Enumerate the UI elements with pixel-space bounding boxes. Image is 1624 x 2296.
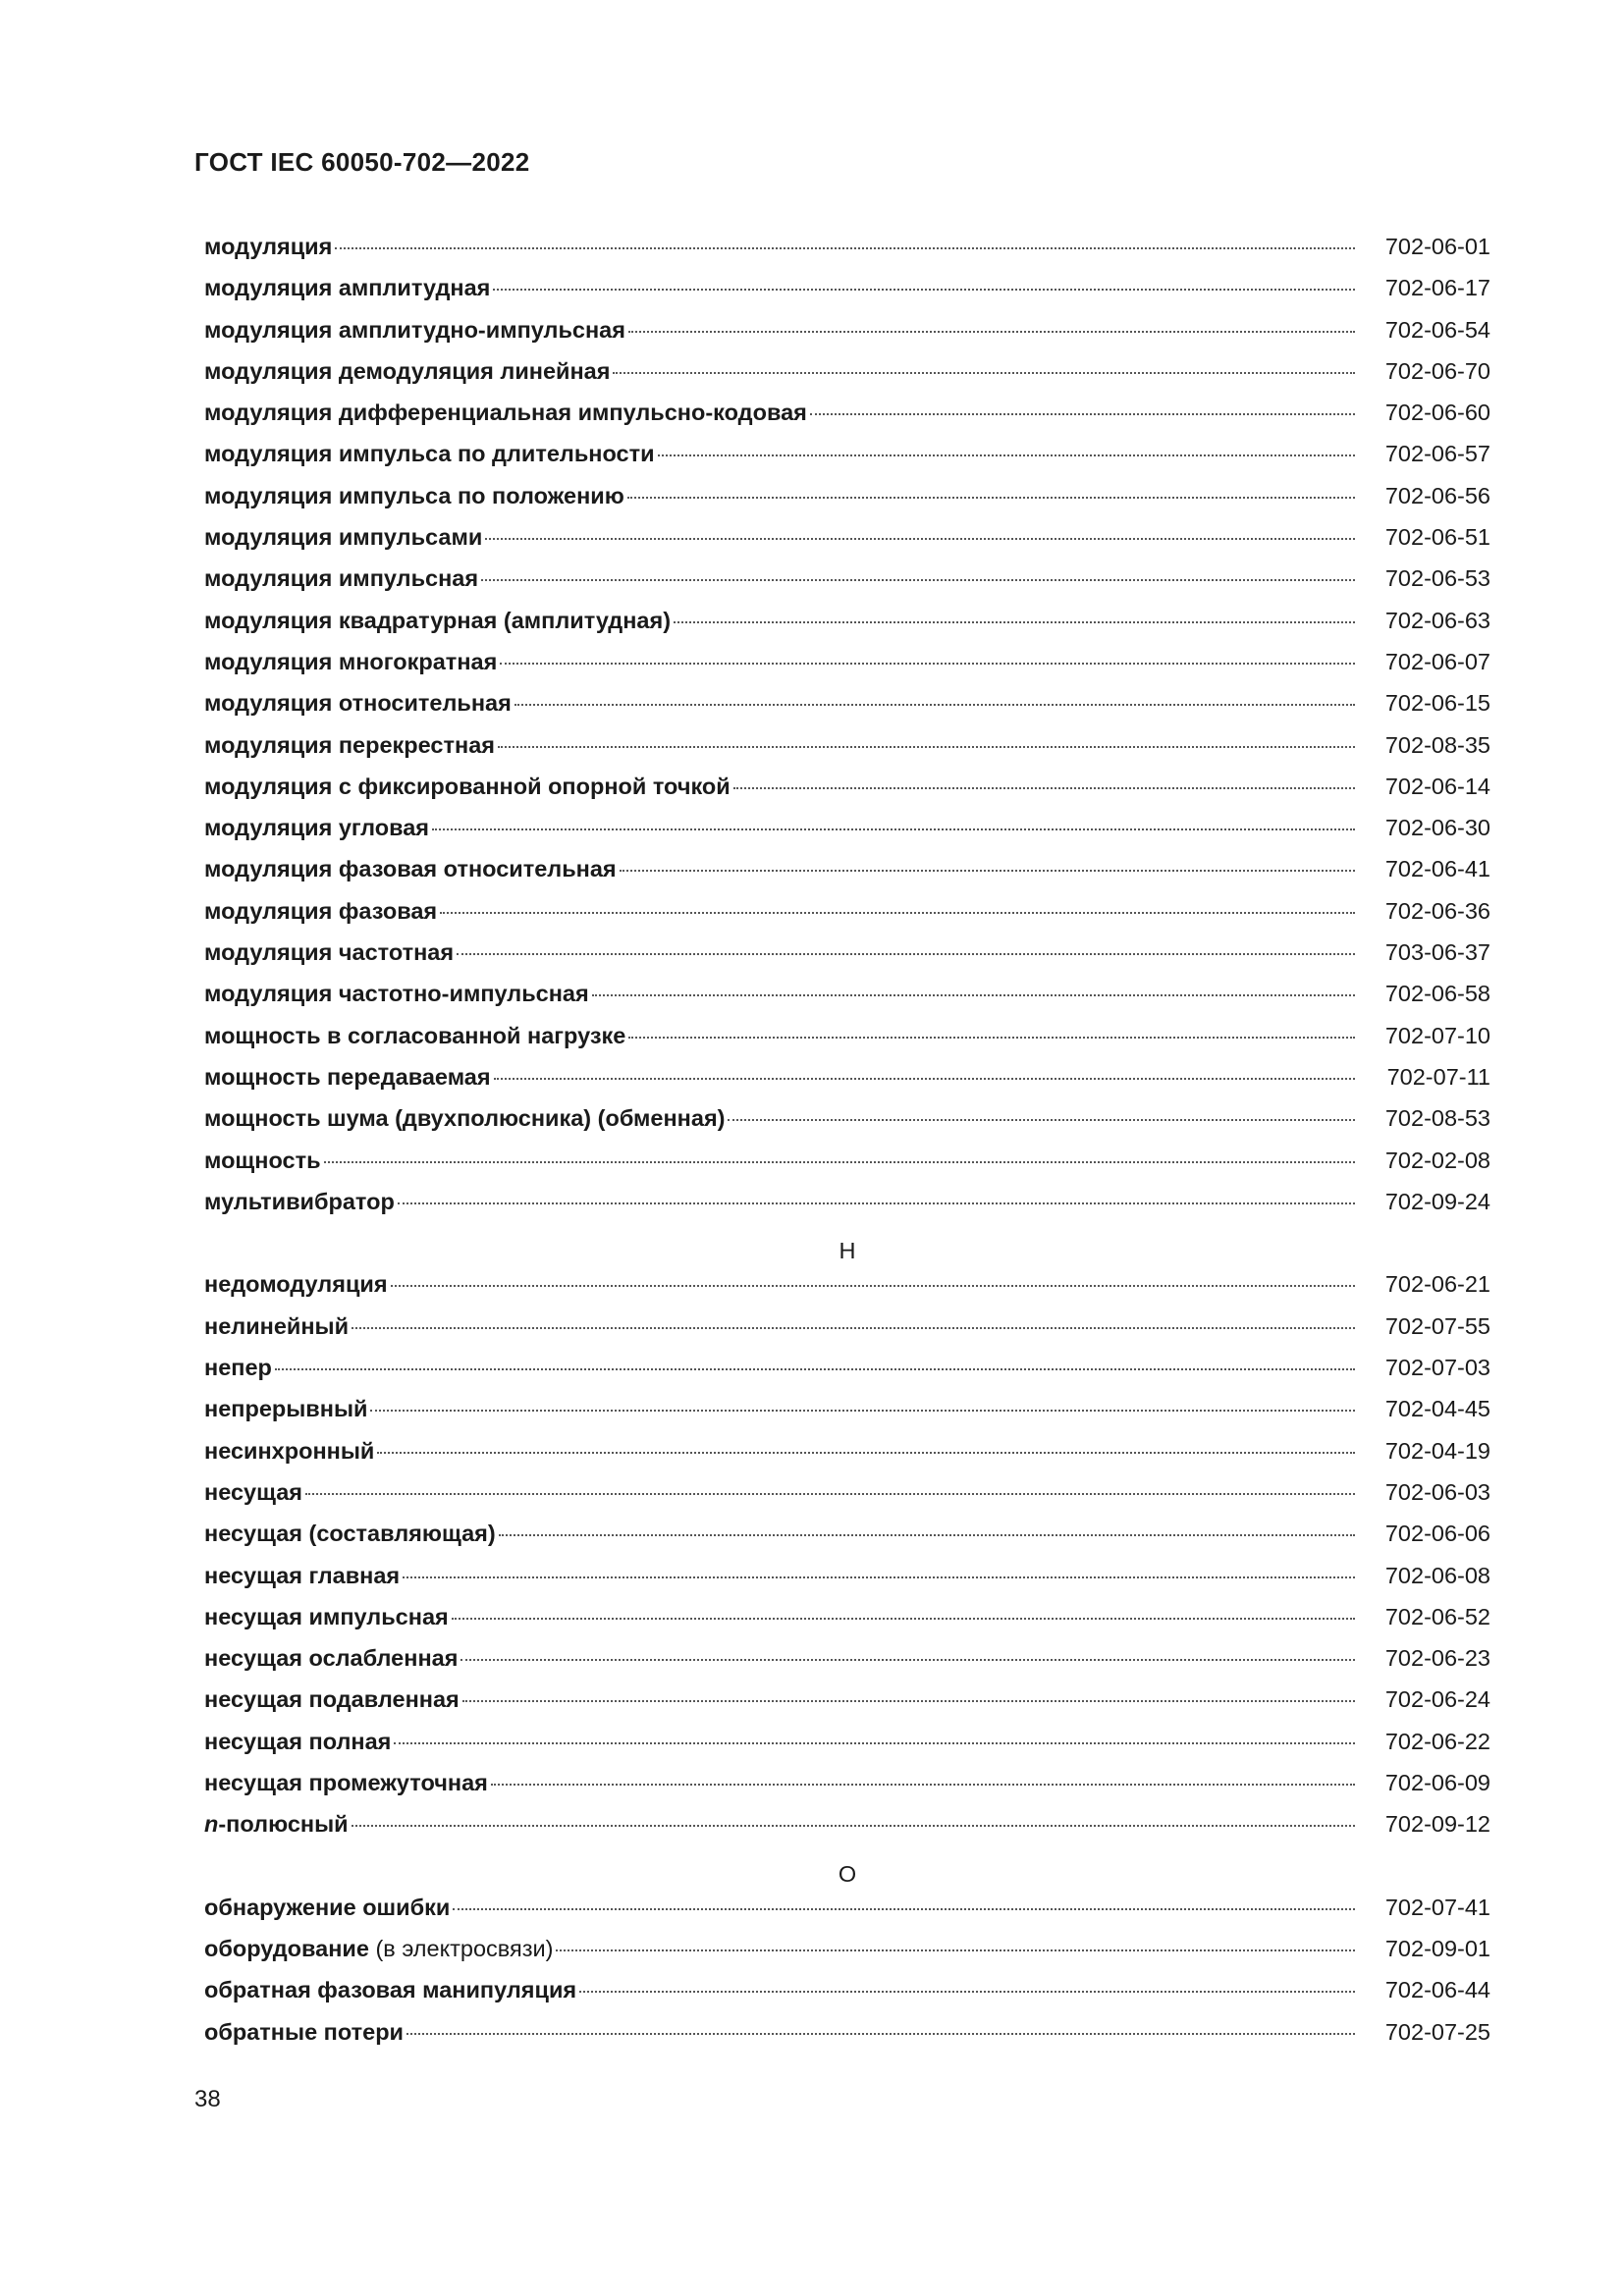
entry-reference: 702-06-56 [1384, 482, 1490, 508]
entry-term [204, 1105, 725, 1132]
entry-term-text: нелинейный [204, 1312, 350, 1339]
index-entry [204, 815, 1490, 856]
entry-reference: 702-06-58 [1384, 981, 1490, 1007]
entry-term [204, 441, 655, 467]
entry-term [204, 275, 490, 301]
entry-term-text: модуляция многократная [204, 648, 498, 674]
index-entry [204, 608, 1490, 649]
entry-reference: 702-07-25 [1384, 2018, 1490, 2045]
entry-term [204, 856, 617, 882]
dot-leader [453, 1908, 1355, 1910]
entry-term-text: модуляция относительная [204, 690, 512, 717]
dot-leader [658, 454, 1355, 456]
dot-leader [493, 289, 1355, 291]
entry-term-text: модуляция перекрестная [204, 731, 495, 758]
entry-term-text: обнаружение ошибки [204, 1894, 451, 1920]
dot-leader [481, 579, 1355, 581]
entry-term-text: несущая (составляющая) [204, 1521, 496, 1547]
entry-term [204, 1604, 449, 1630]
index-entry [204, 1563, 1490, 1604]
index-entry [204, 898, 1490, 939]
entry-reference: 702-04-19 [1384, 1437, 1490, 1464]
entry-reference: 702-06-70 [1384, 357, 1490, 384]
index-entry [204, 441, 1490, 482]
entry-term-text: модуляция фазовая относительная [204, 856, 617, 882]
entry-reference: 702-06-30 [1384, 815, 1490, 841]
entry-term-text: недомодуляция [204, 1271, 388, 1298]
dot-leader [403, 1576, 1355, 1578]
entry-term [204, 1479, 302, 1506]
entry-term-text: модуляция импульсная [204, 565, 479, 592]
entry-term-text: модуляция дифференциальная импульсно-кодовая [204, 400, 807, 426]
dot-leader [628, 331, 1355, 333]
index-entry [204, 1355, 1490, 1396]
entry-term [204, 483, 624, 509]
dot-leader [674, 621, 1355, 623]
entry-reference: 702-04-45 [1384, 1396, 1490, 1422]
entry-term [204, 1313, 349, 1340]
entry-reference: 703-06-37 [1384, 939, 1490, 966]
dot-leader [352, 1327, 1355, 1329]
dot-leader [494, 1078, 1355, 1080]
entry-reference: 702-08-53 [1384, 1105, 1490, 1132]
entry-term [204, 774, 731, 800]
entry-term [204, 1521, 496, 1547]
entry-term-text: модуляция демодуляция линейная [204, 357, 611, 384]
entry-term [204, 317, 625, 344]
entry-term-text: модуляция импульса по положению [204, 482, 624, 508]
index-entry [204, 856, 1490, 897]
entry-reference: 702-08-35 [1384, 731, 1490, 758]
entry-term [204, 732, 495, 759]
entry-term [204, 1936, 553, 1962]
entry-term-text: несущая [204, 1478, 302, 1505]
dot-leader [432, 828, 1355, 830]
entry-term [204, 608, 671, 634]
dot-leader [305, 1493, 1355, 1495]
dot-leader [335, 247, 1355, 249]
entry-term [204, 1895, 450, 1921]
dot-leader [491, 1784, 1355, 1786]
entry-reference: 702-07-10 [1384, 1022, 1490, 1048]
entry-term-note: (в электросвязи) [368, 1936, 554, 1962]
index-entry [204, 649, 1490, 690]
entry-reference: 702-06-03 [1384, 1478, 1490, 1505]
dot-leader [398, 1202, 1355, 1204]
entry-reference: 702-06-17 [1384, 275, 1490, 301]
entry-term-text: несущая ослабленная [204, 1645, 459, 1672]
entry-term-text: модуляция фазовая [204, 897, 438, 924]
index-entry [204, 1977, 1490, 2018]
dot-leader [462, 1700, 1355, 1702]
entry-reference: 702-06-41 [1384, 856, 1490, 882]
entry-reference: 702-06-60 [1384, 400, 1490, 426]
entry-term-text: модуляция частотная [204, 939, 455, 966]
dot-leader [628, 1037, 1355, 1039]
index-entry [204, 1729, 1490, 1770]
entry-term-text: мощность [204, 1147, 321, 1173]
index-entry [204, 1438, 1490, 1479]
entry-term-text: модуляция [204, 234, 333, 259]
index-entry [204, 1686, 1490, 1728]
dot-leader [391, 1285, 1355, 1287]
entry-reference: 702-06-15 [1384, 690, 1490, 717]
index-entry [204, 524, 1490, 565]
entry-term-text: обратные потери [204, 2018, 405, 2045]
entry-reference: 702-06-07 [1384, 648, 1490, 674]
entry-term-text: оборудование [204, 1936, 369, 1962]
index-entry [204, 1023, 1490, 1064]
dot-leader [370, 1410, 1355, 1412]
entry-term-text: модуляция квадратурная (амплитудная) [204, 607, 672, 633]
entry-term-text: обратная фазовая манипуляция [204, 1977, 577, 2003]
entry-reference: 702-06-44 [1384, 1977, 1490, 2003]
entry-term [204, 1811, 349, 1838]
dot-leader [406, 2033, 1355, 2035]
index-entry [204, 939, 1490, 981]
entry-reference: 702-06-21 [1384, 1271, 1490, 1298]
entry-term-text: мощность шума (двухполюсника) (обменная) [204, 1105, 726, 1132]
index-entry [204, 565, 1490, 607]
dot-leader [514, 704, 1355, 706]
index-entry [204, 1521, 1490, 1562]
entry-reference: 702-06-24 [1384, 1686, 1490, 1713]
dot-leader [627, 497, 1355, 499]
entry-term [204, 2019, 404, 2046]
entry-reference: 702-06-09 [1384, 1769, 1490, 1795]
entry-term-text: несущая подавленная [204, 1686, 460, 1713]
dot-leader [457, 953, 1355, 955]
index-entry [204, 981, 1490, 1022]
entry-term [204, 981, 589, 1007]
entry-term-text: несущая главная [204, 1562, 401, 1588]
index-entry [204, 400, 1490, 441]
entry-reference: 702-09-12 [1384, 1811, 1490, 1838]
index-entry [204, 1105, 1490, 1147]
entry-term-text: несущая промежуточная [204, 1769, 488, 1795]
entry-term [204, 1977, 576, 2003]
section-letter: О [838, 1860, 857, 1887]
dot-leader [498, 746, 1355, 748]
entry-term [204, 1770, 488, 1796]
page-number: 38 [194, 2086, 221, 2112]
entry-term [204, 234, 332, 260]
index-entry [204, 1811, 1490, 1852]
entry-term [204, 1148, 321, 1174]
entry-term [204, 1064, 491, 1091]
entry-term [204, 1686, 460, 1713]
page-header-title: ГОСТ IEC 60050-702—2022 [194, 147, 530, 177]
entry-reference: 702-06-36 [1384, 897, 1490, 924]
entry-term-text: модуляция импульса по длительности [204, 441, 655, 467]
entry-reference: 702-06-52 [1384, 1603, 1490, 1629]
dot-leader [556, 1949, 1355, 1951]
entry-term [204, 524, 482, 551]
index-entry [204, 732, 1490, 774]
entry-term-text: мощность в согласованной нагрузке [204, 1022, 626, 1048]
section-letter: Н [839, 1238, 856, 1264]
index-entry [204, 1189, 1490, 1230]
dot-leader [324, 1161, 1355, 1163]
index-entry [204, 774, 1490, 815]
entry-term [204, 690, 512, 717]
dot-leader [460, 1659, 1355, 1661]
index-entry [204, 1604, 1490, 1645]
entry-reference: 702-07-41 [1384, 1894, 1490, 1920]
dot-leader [275, 1368, 1355, 1370]
entry-reference: 702-06-63 [1384, 607, 1490, 633]
index-entry [204, 1148, 1490, 1189]
entry-term-text: непер [204, 1355, 272, 1381]
entry-reference: 702-07-03 [1384, 1355, 1490, 1381]
entry-reference: 702-06-22 [1384, 1728, 1490, 1754]
dot-leader [394, 1742, 1355, 1744]
entry-reference: 702-06-01 [1384, 234, 1490, 259]
entry-term-text: модуляция частотно-импульсная [204, 981, 589, 1007]
entry-reference: 702-02-08 [1384, 1147, 1490, 1173]
entry-term-text: модуляция импульсами [204, 524, 483, 551]
index-entry [204, 1313, 1490, 1355]
dot-leader [500, 663, 1355, 665]
entry-term [204, 565, 478, 592]
entry-term [204, 939, 454, 966]
index-entry [204, 1396, 1490, 1437]
dot-leader [485, 538, 1355, 540]
entry-term-text: мультивибратор [204, 1188, 395, 1214]
index-entry [204, 1064, 1490, 1105]
dot-leader [440, 912, 1355, 914]
entry-term [204, 358, 610, 385]
entry-term [204, 1645, 458, 1672]
entry-reference: 702-06-54 [1384, 316, 1490, 343]
entry-term-text: -полюсный [218, 1811, 349, 1838]
index-entry [204, 690, 1490, 731]
dot-leader [499, 1534, 1355, 1536]
entry-term-text: модуляция амплитудно-импульсная [204, 316, 625, 343]
entry-reference: 702-09-01 [1384, 1936, 1490, 1962]
dot-leader [728, 1119, 1355, 1121]
entry-term [204, 1396, 367, 1422]
index-entry [204, 1770, 1490, 1811]
dot-leader [377, 1452, 1355, 1454]
entry-reference: 702-06-06 [1384, 1521, 1490, 1547]
entry-term [204, 898, 437, 925]
index-entry [204, 1271, 1490, 1312]
index-entry [204, 234, 1490, 275]
index-entry [204, 275, 1490, 316]
entry-term [204, 1729, 391, 1755]
entry-term [204, 1023, 625, 1049]
entry-term-text: несинхронный [204, 1437, 375, 1464]
dot-leader [592, 994, 1355, 996]
entry-term [204, 1438, 374, 1465]
dot-leader [613, 372, 1355, 374]
entry-term-text: несущая полная [204, 1728, 392, 1754]
entry-term-text: модуляция угловая [204, 815, 430, 841]
index-entry [204, 1936, 1490, 1977]
entry-term [204, 1271, 388, 1298]
entry-term [204, 1189, 395, 1215]
entry-term [204, 649, 497, 675]
dot-leader [352, 1825, 1355, 1827]
entry-reference: 702-07-55 [1384, 1312, 1490, 1339]
entry-reference: 702-06-53 [1384, 565, 1490, 592]
entry-term-text: несущая импульсная [204, 1603, 449, 1629]
entry-term-text: модуляция с фиксированной опорной точкой [204, 773, 731, 799]
dot-leader [733, 787, 1355, 789]
dot-leader [452, 1618, 1355, 1620]
index-entry [204, 1895, 1490, 1936]
entry-reference: 702-06-57 [1384, 441, 1490, 467]
entry-term-text: непрерывный [204, 1396, 368, 1422]
entry-term-text: мощность передаваемая [204, 1063, 491, 1090]
entry-reference: 702-06-14 [1384, 773, 1490, 799]
index-entry [204, 358, 1490, 400]
index-entry [204, 1479, 1490, 1521]
entry-term [204, 400, 807, 426]
index-entry [204, 483, 1490, 524]
dot-leader [810, 413, 1355, 415]
entry-reference: 702-06-08 [1384, 1562, 1490, 1588]
dot-leader [620, 870, 1355, 872]
entry-reference: 702-09-24 [1384, 1188, 1490, 1214]
dot-leader [579, 1991, 1355, 1993]
entry-term-text: модуляция амплитудная [204, 275, 491, 301]
index-entry [204, 1645, 1490, 1686]
entry-reference: 702-07-11 [1386, 1063, 1490, 1090]
entry-term [204, 815, 429, 841]
term-index [204, 234, 1490, 2060]
entry-term [204, 1355, 272, 1381]
entry-reference: 702-06-51 [1384, 524, 1490, 551]
index-entry [204, 317, 1490, 358]
entry-reference: 702-06-23 [1384, 1645, 1490, 1672]
entry-term [204, 1563, 400, 1589]
entry-term-italic: n [204, 1811, 219, 1838]
index-entry [204, 2019, 1490, 2060]
